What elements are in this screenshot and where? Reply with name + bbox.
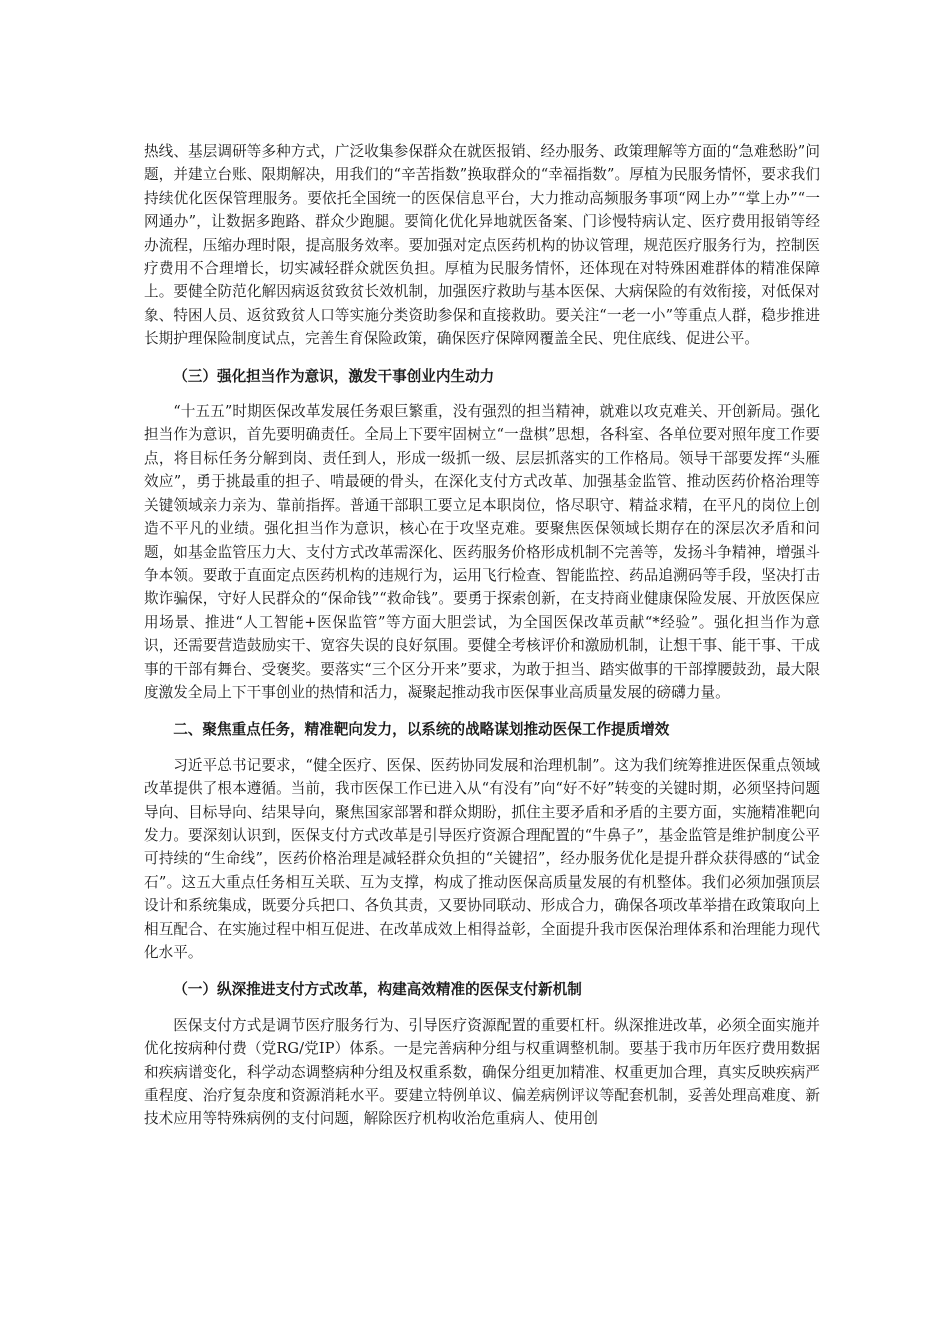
spacer xyxy=(144,388,820,400)
document-page xyxy=(144,140,820,1131)
spacer xyxy=(144,704,820,718)
spacer xyxy=(144,1002,820,1014)
section-heading-key-tasks: 二、聚焦重点任务，精准靶向发力，以系统的战略谋划推动医保工作提质增效 xyxy=(173,721,670,739)
spacer xyxy=(144,742,820,754)
paragraph-key-tasks: 习近平总书记要求，“健全医疗、医保、医药协同发展和治理机制”。这为我们统筹推进医保重点领域改革提供了根本遵循。当前，我市医保工作已进入从“有没有”向“好不好”转变的关键时期，必须坚持问题导向、目标导向、结果导向，聚焦国家部署和群众期盼，抓住主要矛盾和矛盾的主要方面，实施精准靶向发力。要深刻认识到，医保支付方式改革是引导医疗资源合理配置的“牛鼻子”，基金监管是维护制度公平可持续的“生命线”，医药价格治理是减轻群众负担的“关键招”，经办服务优化是提升群众获得感的“试金石”。这五大重点任务相互关联、互为支撑，构成了推动医保高质量发展的有机整体。我们必须加强顶层设计和系统集成，既要分兵把口、各负其责，又要协同联动、形成合力，确保各项改革举措在政策取向上相互配合、在实施过程中相互促进、在改革成效上相得益彰，全面提升我市医保治理体系和治理能力现代化水平。 xyxy=(144,756,820,961)
paragraph-responsibility: “十五五”时期医保改革发展任务艰巨繁重，没有强烈的担当精神，就难以攻克难关、开创新局。强化担当作为意识，首先要明确责任。全局上下要牢固树立“一盘棋”思想，各科室、各单位要对照年度工作要点，将目标任务分解到岗、责任到人，形成一级抓一级、层层抓落实的工作格局。领导干部要发挥“头雁效应”，勇于挑最重的担子、啃最硬的骨头，在深化支付方式改革、加强基金监管、推动医药价格治理等关键领域亲力亲为、靠前指挥。普通干部职工要立足本职岗位，恪尽职守、精益求精，在平凡的岗位上创造不平凡的业绩。强化担当作为意识，核心在于攻坚克难。要聚焦医保领域长期存在的深层次矛盾和问题，如基金监管压力大、支付方式改革需深化、医药服务价格形成机制不完善等，发扬斗争精神，增强斗争本领。要敢于直面定点医药机构的违规行为，运用飞行检查、智能监控、药品追溯码等手段，坚决打击欺诈骗保，守好人民群众的“保命钱”“救命钱”。要勇于探索创新，在支持商业健康保险发展、开放医保应用场景、推进“人工智能+医保监管”等方面大胆尝试，为全国医保改革贡献“*经验”。强化担当作为意识，还需要营造鼓励实干、宽容失误的良好氛围。要健全考核评价和激励机制，让想干事、能干事、干成事的干部有舞台、受褒奖。要落实“三个区分开来”要求，为敢于担当、踏实做事的干部撑腰鼓劲，最大限度激发全局上下干事创业的热情和活力，凝聚起推动我市医保事业高质量发展的磅礴力量。 xyxy=(144,403,820,701)
section-heading-responsibility: （三）强化担当作为意识，激发干事创业内生动力 xyxy=(173,367,495,385)
paragraph-payment-reform: 医保支付方式是调节医疗服务行为、引导医疗资源配置的重要杠杆。纵深推进改革，必须全面实施并优化按病种付费（党RG/党IP）体系。一是完善病种分组与权重调整机制。要基于我市历年医疗费用数据和疾病谱变化，科学动态调整病种分组及权重系数，确保分组更加精准、权重更加合理，真实反映疾病严重程度、治疗复杂度和资源消耗水平。要建立特例单议、偏差病例评议等配套机制，妥善处理高难度、新技术应用等特殊病例的支付问题，解除医疗机构收治危重病人、使用创 xyxy=(144,1016,820,1128)
spacer xyxy=(144,351,820,365)
paragraph-service-optimization: 热线、基层调研等多种方式，广泛收集参保群众在就医报销、经办服务、政策理解等方面的“急难愁盼”问题，并建立台账、限期解决，用我们的“辛苦指数”换取群众的“幸福指数”。厚植为民服务情怀，要求我们持续优化医保管理服务。要依托全国统一的医保信息平台，大力推动高频服务事项“网上办”“掌上办”“一网通办”，让数据多跑路、群众少跑腿。要简化优化异地就医备案、门诊慢特病认定、医疗费用报销等经办流程，压缩办理时限，提高服务效率。要加强对定点医药机构的协议管理，规范医疗服务行为，控制医疗费用不合理增长，切实减轻群众就医负担。厚植为民服务情怀，还体现在对特殊困难群体的精准保障上。要健全防范化解因病返贫致贫长效机制，加强医疗救助与基本医保、大病保险的有效衔接，对低保对象、特困人员、返贫致贫人口等实施分类资助参保和直接救助。要关注“一老一小”等重点人群，稳步推进长期护理保险制度试点，完善生育保险政策，确保医疗保障网覆盖全民、兜住底线、促进公平。 xyxy=(144,143,820,348)
spacer xyxy=(144,964,820,978)
section-heading-payment-reform: （一）纵深推进支付方式改革，构建高效精准的医保支付新机制 xyxy=(173,981,582,999)
